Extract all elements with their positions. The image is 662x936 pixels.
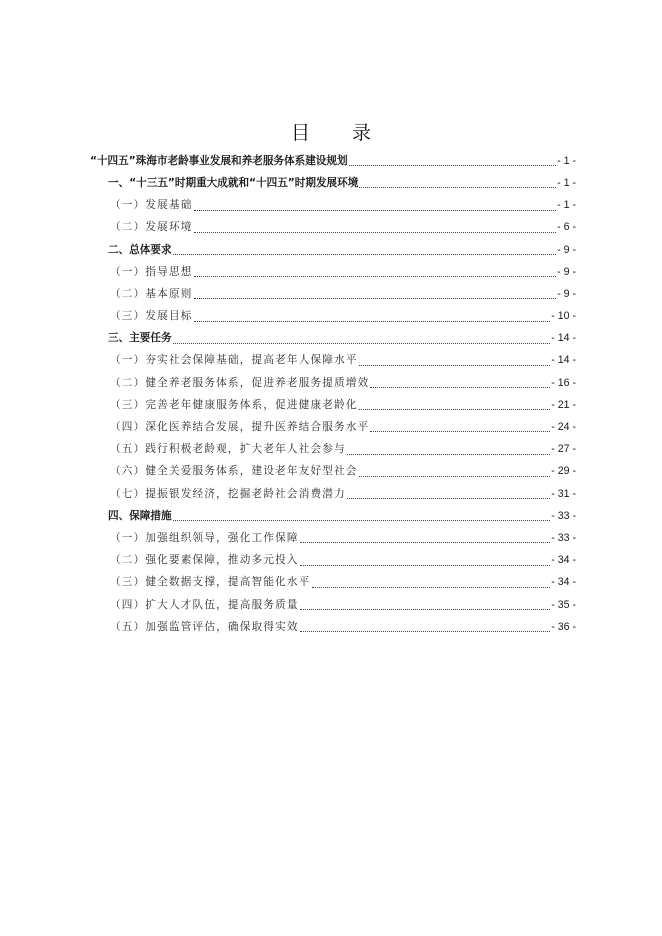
- toc-entry-page-number: - 36 -: [551, 620, 576, 633]
- toc-entry[interactable]: [0, 261, 662, 283]
- toc-entry-label: （一）夯实社会保障基础，提高老年人保障水平: [110, 354, 358, 367]
- toc-entry[interactable]: [0, 172, 662, 194]
- toc-entry-label: （三）发展目标: [110, 310, 193, 323]
- toc-entry[interactable]: [0, 350, 662, 372]
- toc-entry-page-number: - 16 -: [551, 376, 576, 389]
- toc-entry[interactable]: [0, 305, 662, 327]
- toc-entry-page-number: - 24 -: [551, 421, 576, 434]
- toc-entry-page-number: - 34 -: [551, 554, 576, 567]
- toc-entry-page-number: - 6 -: [557, 221, 576, 234]
- dot-leader: [173, 343, 551, 344]
- toc-entry-label: （四）深化医养结合发展，提升医养结合服务水平: [110, 421, 370, 434]
- toc-entry-page-number: - 10 -: [551, 310, 576, 323]
- toc-entry[interactable]: [0, 416, 662, 438]
- toc-entry-label: （一）加强组织领导，强化工作保障: [110, 531, 299, 544]
- toc-entry-page-number: - 1 -: [557, 176, 576, 189]
- dot-leader: [359, 365, 551, 366]
- toc-entry-page-number: - 21 -: [551, 398, 576, 411]
- toc-entry-label: （一）发展基础: [110, 199, 193, 212]
- toc-entry[interactable]: [0, 505, 662, 527]
- toc-entry-page-number: - 33 -: [551, 509, 576, 522]
- dot-leader: [300, 631, 551, 632]
- toc-entry-label: “十四五”珠海市老龄事业发展和养老服务体系建设规划: [90, 154, 348, 167]
- toc-entry-label: （七）提振银发经济，挖掘老龄社会消费潜力: [110, 487, 346, 500]
- dot-leader: [359, 187, 556, 188]
- toc-entry-page-number: - 9 -: [557, 265, 576, 278]
- toc-entry-label: （二）健全养老服务体系，促进养老服务提质增效: [110, 376, 370, 389]
- toc-entry[interactable]: [0, 483, 662, 505]
- toc-entry-page-number: - 34 -: [551, 576, 576, 589]
- toc-entry-page-number: - 1 -: [557, 199, 576, 212]
- toc-entry[interactable]: [0, 217, 662, 239]
- toc-entry[interactable]: [0, 372, 662, 394]
- toc-entry[interactable]: [0, 461, 662, 483]
- toc-entry[interactable]: [0, 194, 662, 216]
- toc-entry-page-number: - 9 -: [557, 287, 576, 300]
- dot-leader: [300, 609, 551, 610]
- toc-entry[interactable]: [0, 438, 662, 460]
- toc-entry-page-number: - 31 -: [551, 487, 576, 500]
- toc-entry-label: 一、“十三五”时期重大成就和“十四五”时期发展环境: [108, 176, 359, 189]
- dot-leader: [359, 409, 551, 410]
- toc-entry-label: 二、总体要求: [108, 243, 172, 256]
- toc-entry-page-number: - 9 -: [557, 243, 576, 256]
- toc-entry[interactable]: [0, 239, 662, 261]
- table-of-contents: [0, 150, 662, 638]
- toc-entry[interactable]: [0, 572, 662, 594]
- dot-leader: [370, 387, 550, 388]
- toc-entry[interactable]: [0, 283, 662, 305]
- toc-entry[interactable]: [0, 328, 662, 350]
- toc-entry-label: （二）发展环境: [110, 221, 193, 234]
- toc-entry-label: （二）基本原则: [110, 287, 193, 300]
- toc-entry-page-number: - 29 -: [551, 465, 576, 478]
- toc-entry-label: 三、主要任务: [108, 332, 172, 345]
- toc-entry[interactable]: [0, 616, 662, 638]
- toc-entry-page-number: - 14 -: [551, 354, 576, 367]
- dot-leader: [347, 498, 550, 499]
- toc-entry-label: （三）完善老年健康服务体系，促进健康老龄化: [110, 398, 358, 411]
- dot-leader: [349, 165, 557, 166]
- toc-entry-label: （五）践行积极老龄观，扩大老年人社会参与: [110, 443, 346, 456]
- dot-leader: [194, 276, 557, 277]
- dot-leader: [173, 254, 557, 255]
- dot-leader: [194, 298, 557, 299]
- toc-title: 目 录: [290, 122, 390, 144]
- toc-entry-page-number: - 14 -: [551, 332, 576, 345]
- toc-entry[interactable]: [0, 549, 662, 571]
- dot-leader: [173, 520, 551, 521]
- toc-entry[interactable]: [0, 527, 662, 549]
- dot-leader: [300, 542, 551, 543]
- dot-leader: [347, 454, 550, 455]
- dot-leader: [194, 210, 557, 211]
- toc-entry[interactable]: [0, 150, 662, 172]
- dot-leader: [312, 587, 551, 588]
- toc-entry-label: （六）健全关爱服务体系，建设老年友好型社会: [110, 465, 358, 478]
- toc-entry-label: （五）加强监管评估，确保取得实效: [110, 620, 299, 633]
- toc-entry-label: （一）指导思想: [110, 265, 193, 278]
- toc-entry-label: 四、保障措施: [108, 509, 172, 522]
- toc-entry-page-number: - 33 -: [551, 531, 576, 544]
- dot-leader: [359, 476, 551, 477]
- dot-leader: [300, 565, 551, 566]
- toc-entry[interactable]: [0, 594, 662, 616]
- toc-entry-page-number: - 1 -: [557, 154, 576, 167]
- toc-entry-label: （二）强化要素保障，推动多元投入: [110, 554, 299, 567]
- toc-entry-label: （三）健全数据支撑，提高智能化水平: [110, 576, 311, 589]
- toc-entry[interactable]: [0, 394, 662, 416]
- dot-leader: [370, 431, 550, 432]
- toc-entry-page-number: - 27 -: [551, 443, 576, 456]
- dot-leader: [194, 321, 551, 322]
- toc-entry-label: （四）扩大人才队伍，提高服务质量: [110, 598, 299, 611]
- toc-entry-page-number: - 35 -: [551, 598, 576, 611]
- dot-leader: [194, 232, 557, 233]
